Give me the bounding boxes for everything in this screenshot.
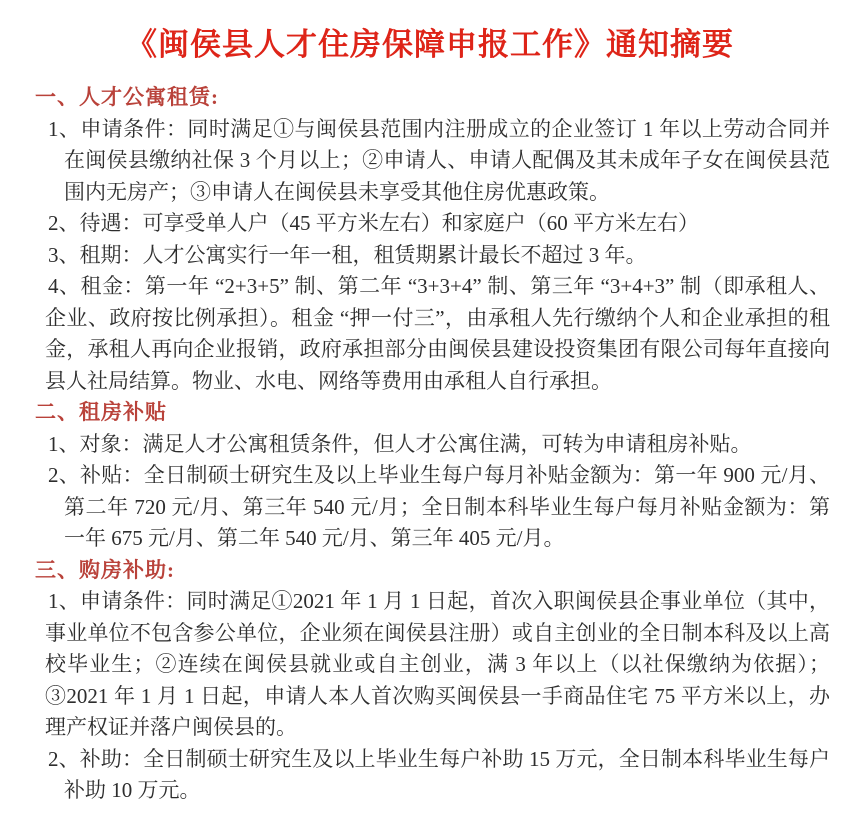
list-item-subsidy-target: 1、对象：满足人才公寓租赁条件，但人才公寓住满，可转为申请租房补贴。: [48, 431, 752, 456]
page-title: 《闽侯县人才住房保障申报工作》通知摘要: [126, 27, 734, 62]
list-item-lease-term: 3、租期：人才公寓实行一年一租，租赁期累计最长不超过 3 年。: [48, 242, 647, 267]
list-item-rent: 4、租金：第一年 “2+3+5” 制、第二年 “3+3+4” 制、第三年 “3+4+3” 制（即承租人、企业、政府按比例承担）。租金 “押一付三”，由承租人先行缴纳个人和企业承担的租金，承租人再向企业报销，政府承担部分由闽侯县建设投资集团有限公司每年直接向县人社局结算。物业、水电、网络等费用由承租人自行承担。: [45, 274, 830, 393]
list-item-benefits: 2、待遇：可享受单人户（45 平方米左右）和家庭户（60 平方米左右）: [48, 211, 699, 235]
section-heading-home-purchase-subsidy: 三、购房补助:: [35, 557, 175, 582]
section-talent-apartment-rental: [0, 82, 860, 397]
section-heading-rent-subsidy: 二、租房补贴: [35, 400, 167, 424]
section-heading-talent-apartment-rental: 一、人才公寓租赁:: [35, 85, 219, 109]
list-item-purchase-subsidy-amount: 2、补助：全日制硕士研究生及以上毕业生每户补助 15 万元，全日制本科毕业生每户补助 10 万元。: [48, 746, 830, 802]
section-rent-subsidy: [0, 397, 860, 555]
list-item-subsidy-amount: 2、补贴：全日制硕士研究生及以上毕业生每户每月补贴金额为：第一年 900 元/月、第二年 720 元/月、第三年 540 元/月；全日制本科毕业生每户每月补贴金额为：第一年 675 元/月、第二年 540 元/月、第三年 405 元/月。: [48, 463, 830, 550]
list-item-application-conditions: 1、申请条件：同时满足①与闽侯县范围内注册成立的企业签订 1 年以上劳动合同并在闽侯县缴纳社保 3 个月以上；②申请人、申请人配偶及其未成年子女在闽侯县范围内无房产；③申请人在闽侯县未享受其他住房优惠政策。: [48, 116, 830, 204]
section-home-purchase-subsidy: [0, 555, 860, 807]
list-item-purchase-conditions: 1、申请条件：同时满足①2021 年 1 月 1 日起，首次入职闽侯县企事业单位（其中，事业单位不包含参公单位，企业须在闽侯县注册）或自主创业的全日制本科及以上高校毕业生；②连续在闽侯县就业或自主创业，满 3 年以上（以社保缴纳为依据）；③2021 年 1 月 1 日起，申请人本人首次购买闽侯县一手商品住宅 75 平方米以上，办理产权证并落户闽侯县的。: [45, 589, 830, 739]
